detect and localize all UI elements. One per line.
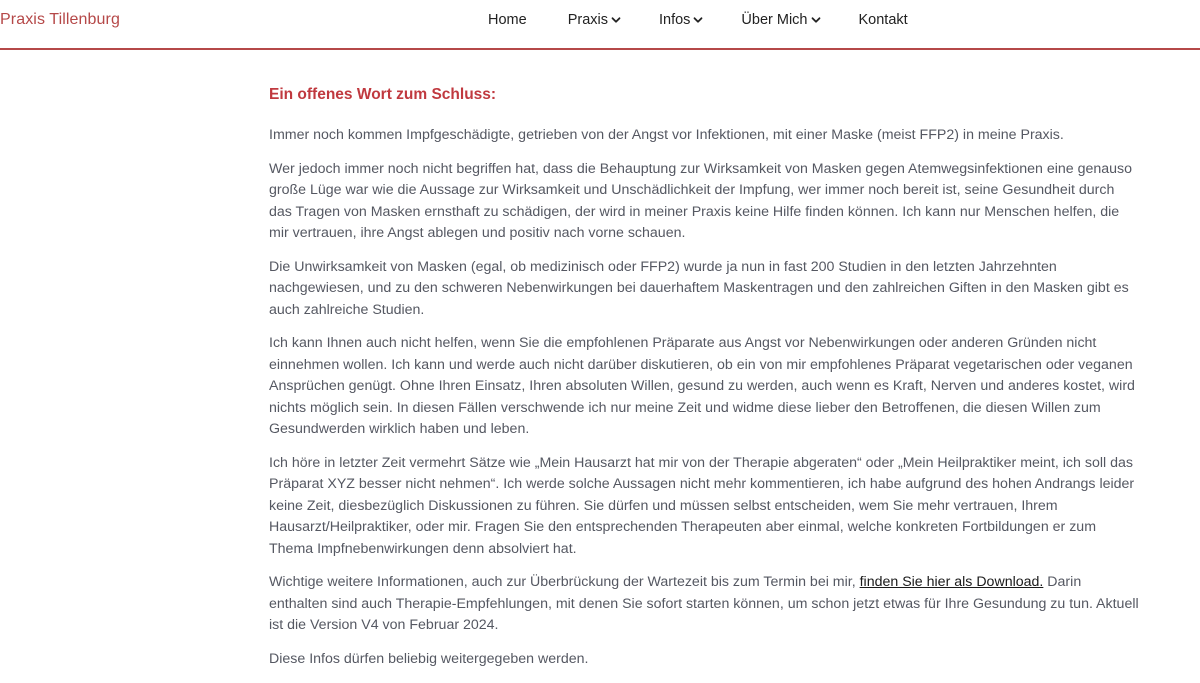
section-heading: Ein offenes Wort zum Schluss: [269,86,497,103]
paragraph: Immer noch kommen Impfgeschädigte, getrieben von der Angst vor Infektionen, mit einer Maske (meist FFP2) in meine Praxis. [269,127,1064,143]
nav-item-home[interactable] [488,12,527,28]
nav-item-infos[interactable] [659,12,703,28]
download-paragraph [269,572,1139,637]
nav-item-kontakt[interactable] [859,12,908,28]
site-logo-link[interactable]: Praxis Tillenburg [0,11,120,28]
main-nav [488,12,908,28]
chevron-down-icon [611,15,621,25]
paragraph: Ich kann Ihnen auch nicht helfen, wenn Sie die empfohlenen Präparate aus Angst vor Nebenwirkungen oder anderen Gründen nicht einnehmen wollen. Ich kann und werde auch nicht darüber diskutieren, ob ein von mir empfohlenes Präparat vegetarischen oder veganen Ansprüchen genügt. Ohne Ihren Einsatz, Ihren absoluten Willen, gesund zu werden, auch wenn es Kraft, Nerven und anderes kostet, wird nichts möglich sein. In diesen Fällen verschwende ich nur meine Zeit und widme diese lieber den Betroffenen, die diesen Willen zum Gesundwerden wirklich haben und leben. [269,335,1135,437]
nav-item-praxis[interactable] [568,12,621,28]
closing-paragraph: Diese Infos dürfen beliebig weitergegeben werden. [269,650,589,667]
nav-label-kontakt: Kontakt [858,12,908,28]
nav-label-praxis: Praxis [567,12,608,28]
nav-item-ueber-mich[interactable] [741,12,820,28]
chevron-down-icon [811,15,821,25]
download-text-after: Darin enthalten sind auch Therapie-Empfehlungen, mit denen Sie sofort starten können, um schon jetzt etwas für Ihre Gesundung zu tun. Aktuell ist die Version V4 von Februar 2024. [269,574,1139,633]
main-content [269,85,1139,682]
nav-label-ueber-mich: Über Mich [741,12,808,28]
site-header [0,0,1200,50]
paragraph: Ich höre in letzter Zeit vermehrt Sätze wie „Mein Hausarzt hat mir von der Therapie abgeraten“ oder „Mein Heilpraktiker meint, ich soll das Präparat XYZ besser nicht nehmen“. Ich werde solche Aussagen nicht mehr kommentieren, ich habe aufgrund des hohen Andrangs leider keine Zeit, diesbezüglich Diskussionen zu führen. Sie dürfen und müssen selbst entscheiden, wem Sie mehr vertrauen, Ihrem Hausarzt/Heilpraktiker, oder mir. Fragen Sie den entsprechenden Therapeuten aber einmal, welche konkreten Fortbildungen er zum Thema Impfnebenwirkungen denn absolviert hat. [269,454,1135,557]
download-text-before: Wichtige weitere Informationen, auch zur Überbrückung der Wartezeit bis zum Termin bei mir, [269,574,860,590]
nav-label-home: Home [488,12,527,28]
paragraph: Wer jedoch immer noch nicht begriffen hat, dass die Behauptung zur Wirksamkeit von Masken gegen Atemwegsinfektionen eine genauso große Lüge war wie die Aussage zur Wirksamkeit und Unschädlichkeit der Impfung, wer immer noch bereit ist, seine Gesundheit durch das Tragen von Masken ernsthaft zu schädigen, der wird in meiner Praxis keine Hilfe finden können. Ich kann nur Menschen helfen, die mir vertrauen, ihre Angst ablegen und positiv nach vorne schauen. [269,160,1133,241]
download-link[interactable]: finden Sie hier als Download. [859,574,1044,590]
chevron-down-icon [693,15,703,25]
paragraph: Die Unwirksamkeit von Masken (egal, ob medizinisch oder FFP2) wurde ja nun in fast 200 Studien in den letzten Jahrzehnten nachgewiesen, und zu den schweren Nebenwirkungen bei dauerhaftem Maskentragen und den zahlreichen Giften in den Masken gibt es auch zahlreiche Studien. [269,258,1129,318]
nav-label-infos: Infos [658,12,691,28]
